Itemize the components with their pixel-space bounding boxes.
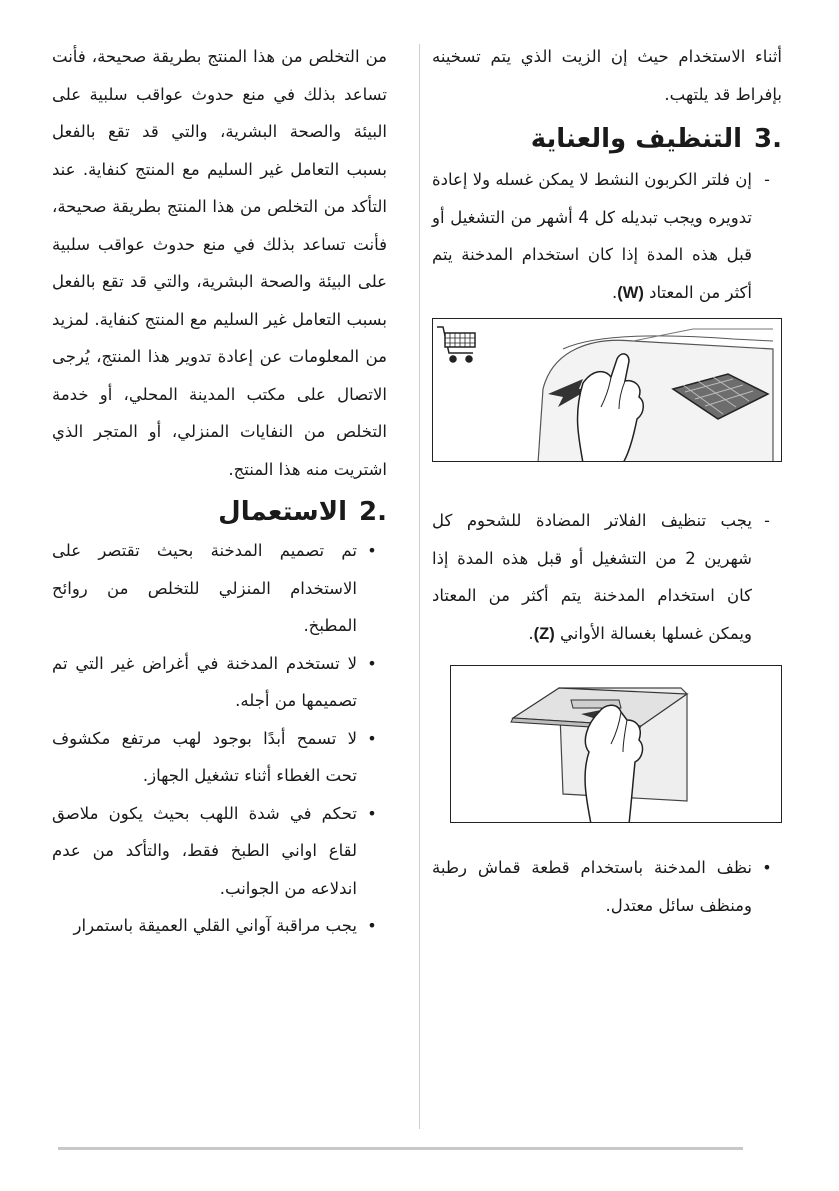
usage-bullet: • يجب مراقبة آواني القلي العميقة باستمرار [73, 916, 377, 935]
section-2-number: 2. [359, 497, 387, 527]
code-w: (W) [617, 283, 644, 302]
care-item-text: يجب تنظيف الفلاتر المضادة للشحوم كل شهرين 2 من التشغيل أو قبل هذه المدة إذا كان استخدام المدخنة يتم أكثر من المعتاد ويمكن غسلها بغسالة الأواني (Z). [432, 511, 752, 643]
section-2-heading [52, 492, 387, 532]
bullet-marker: • [762, 858, 772, 877]
dash-marker: - [764, 511, 770, 530]
left-column [52, 40, 387, 945]
section-3-title: التنظيف والعناية [530, 124, 743, 154]
usage-bullet: • لا تستخدم المدخنة في أغراض غير التي تم تصميمها من أجله. [52, 653, 377, 710]
care-item-carbon-filter [432, 161, 782, 312]
care-item-text: إن فلتر الكربون النشط لا يمكن غسله ولا إعادة تدويره ويجب تبديله كل 4 أشهر من التشغيل أو قبل هذه المدة إذا كان استخدام المدخنة يتم أكثر من المعتاد (W). [432, 170, 752, 302]
figure-carbon-filter [432, 318, 782, 462]
section-3-heading [432, 119, 782, 159]
usage-bullet: • لا تسمح أبدًا بوجود لهب مرتفع مكشوف تحت الغطاء أثناء تشغيل الجهاز. [52, 728, 377, 785]
shopping-cart-icon [437, 327, 475, 362]
section-3-number: 3. [754, 124, 782, 154]
grease-filter-illustration [451, 666, 782, 823]
care-item-text: نظف المدخنة باستخدام قطعة قماش رطبة ومنظف سائل معتدل. [432, 858, 752, 915]
right-column [432, 40, 782, 924]
disposal-paragraph: من التخلص من هذا المنتج بطريقة صحيحة، فأنت تساعد بذلك في منع حدوث عواقب سلبية على البيئة والصحة البشرية، والتي قد تقع بالفعل بسبب التعامل غير السليم مع المنتج كنفاية. عند التأكد من التخلص من هذا المنتج بطريقة صحيحة، فأنت تساعد بذلك في منع حدوث عواقب سلبية على البيئة والصحة البشرية، والتي قد تقع بالفعل بسبب التعامل غير السليم مع المنتج كنفاية. لمزيد من المعلومات عن إعادة تدوير هذا المنتج، يُرجى الاتصال على مكتب المدينة المحلي، أو خدمة التخلص من النفايات المنزلي، أو المتجر الذي اشتريت منه هذا المنتج. [52, 47, 387, 479]
dash-marker: - [764, 170, 770, 189]
figure-grease-filter [450, 665, 782, 823]
usage-bullet: • تم تصميم المدخنة بحيث تقتصر على الاستخدام المنزلي للتخلص من روائح المطبخ. [52, 541, 377, 635]
section-2-title: الاستعمال [218, 497, 348, 527]
column-divider [419, 44, 420, 1129]
carbon-filter-illustration [433, 319, 782, 462]
care-item-cleaning [432, 849, 782, 924]
care-item-grease-filter [432, 502, 782, 653]
intro-paragraph: أثناء الاستخدام حيث إن الزيت الذي يتم تسخينه بإفراط قد يلتهب. [432, 47, 782, 104]
code-z: (Z) [533, 624, 555, 643]
usage-bullet: • تحكم في شدة اللهب بحيث يكون ملاصق لقاع اواني الطبخ فقط، والتأكد من عدم اندلاعه من الجوانب. [52, 803, 377, 898]
footer-rule [58, 1147, 743, 1150]
